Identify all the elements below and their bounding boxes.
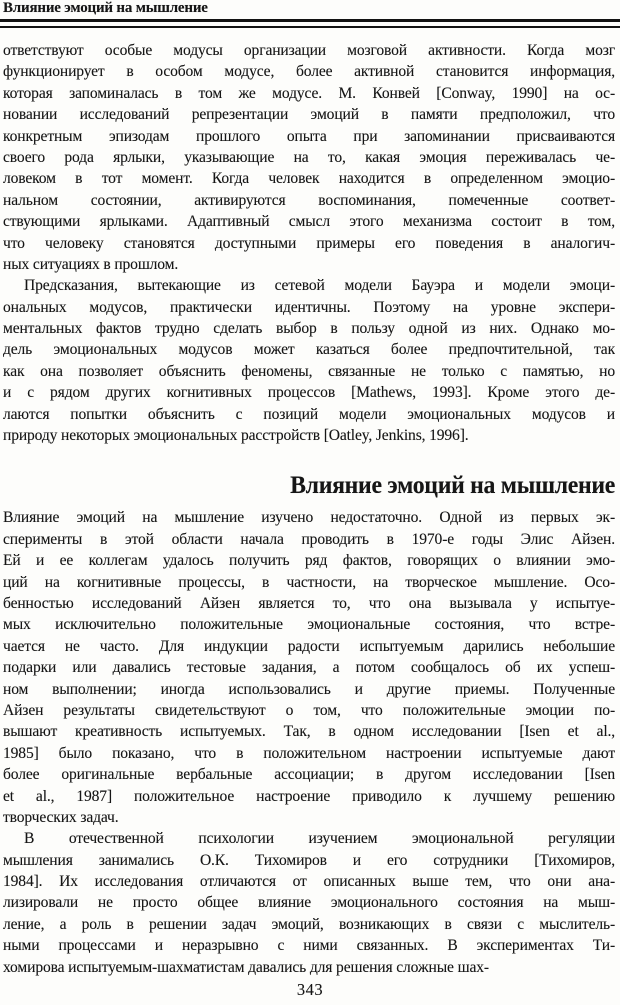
text-line: нальном состоянии, активируются воспоминания, помеченные соответ- (3, 191, 615, 209)
section-heading-text: Влияние эмоций на мышление (290, 472, 615, 500)
text-line: ональных модусов, практически идентичны. Поэтому на уровне экспери- (3, 298, 615, 316)
text-line: более оригинальные вербальные ассоциации; в другом исследовании [Isen (3, 766, 615, 784)
page-number: 343 (296, 980, 324, 999)
text-line: 1985] было показано, что в положительном настроении испытуемые дают (3, 744, 615, 762)
text-line: как она позволяет объяснить феномены, связанные не только с памятью, но (3, 362, 615, 380)
text-line: что человеку становятся доступными примеры его поведения в аналогич- (3, 234, 615, 252)
text-line: природу некоторых эмоциональных расстройств [Oatley, Jenkins, 1996]. (3, 427, 469, 445)
text-line: ствующими ярлыками. Адаптивный смысл этого механизма состоит в том, (3, 213, 615, 231)
paragraph (3, 275, 615, 446)
header-rule-thin-line (0, 26, 620, 28)
text-line: подарки или давались тестовые задания, а потом сообщалось об их успеш- (3, 659, 615, 677)
text-line: лизировали не просто общее влияние эмоционального состояния на мыш- (3, 894, 615, 912)
text-line: мых исключительно положительные эмоциональные состояния, что встре- (3, 616, 615, 634)
text-line: ментальных фактов трудно сделать выбор в пользу одной из них. Однако мо- (3, 320, 615, 338)
text-line: Ей и ее коллегам удалось получить ряд фактов, говорящих о влиянии эмо- (3, 552, 615, 570)
section-heading (3, 472, 615, 499)
text-line: сперименты в этой области начала проводить в 1970-е годы Элис Айзен. (3, 530, 615, 548)
text-line: бенностью исследований Айзен является то, что она вызывала у испытуе- (3, 594, 615, 612)
text-line: конкретным эпизодам прошлого опыта при запоминании присваиваются (3, 127, 615, 145)
text-line: ном выполнении; иногда использовались и другие приемы. Полученные (3, 680, 615, 698)
paragraph (3, 828, 615, 978)
text-line: 1984]. Их исследования отличаются от описанных выше тем, что они ана- (3, 873, 615, 891)
paragraph (3, 507, 615, 828)
text-line: et al., 1987] положительное настроение приводило к лучшему решению (3, 787, 615, 805)
text-line: Влияние эмоций на мышление изучено недостаточно. Одной из первых эк- (3, 509, 615, 527)
text-line: хомирова испытуемым-шахматистам давались для решения сложные шах- (3, 958, 489, 976)
paragraph (3, 40, 615, 275)
text-line: лаются попытки объяснить с позиций модели эмоциональных модусов и (3, 405, 615, 423)
header-rule (0, 19, 620, 28)
text-line: ление, а роль в решении задач эмоций, возникающих в связи с мыслитель- (3, 915, 615, 933)
text-line: Предсказания, вытекающие из сетевой модели Бауэра и модели эмоци- (24, 277, 615, 295)
text-line: и с рядом других когнитивных процессов [Mathews, 1993]. Кроме этого де- (3, 384, 615, 402)
text-line: вышают креативность испытуемых. Так, в одном исследовании [Isen et al., (3, 723, 615, 741)
text-line: ных ситуациях в прошлом. (3, 255, 179, 273)
text-line: своего рода ярлыки, указывающие на то, какая эмоция переживалась че- (3, 148, 615, 166)
text-line: В отечественной психологии изучением эмоциональной регуляции (24, 830, 615, 848)
text-line: ловеком в тот момент. Когда человек находится в определенном эмоцио- (3, 170, 615, 188)
page-body (3, 40, 615, 978)
text-line: новании исследований репрезентации эмоций в памяти предположил, что (3, 106, 615, 124)
text-line: ными процессами и неразрывно с ними связанных. В экспериментах Ти- (3, 937, 615, 955)
text-line: чается не часто. Для индукции радости испытуемым дарились небольшие (3, 637, 615, 655)
text-line: Айзен результаты свидетельствуют о том, что положительные эмоции по- (3, 701, 615, 719)
text-line: ответствуют особые модусы организации мозговой активности. Когда мозг (3, 42, 615, 59)
running-head: Влияние эмоций на мышление (3, 0, 208, 16)
text-line: функционирует в особом модусе, более активной становится информация, (3, 63, 615, 81)
text-line: творческих задач. (3, 808, 119, 826)
text-line: мышления занимались О.К. Тихомиров и его сотрудники [Тихомиров, (3, 851, 615, 869)
text-line: ций на когнитивные процессы, в частности, на творческое мышление. Осо- (3, 573, 615, 591)
text-line: дель эмоциональных модусов может казаться более предпочтительной, так (3, 341, 615, 359)
text-line: которая запоминалась в том же модусе. М. Конвей [Conway, 1990] на ос- (3, 84, 615, 102)
